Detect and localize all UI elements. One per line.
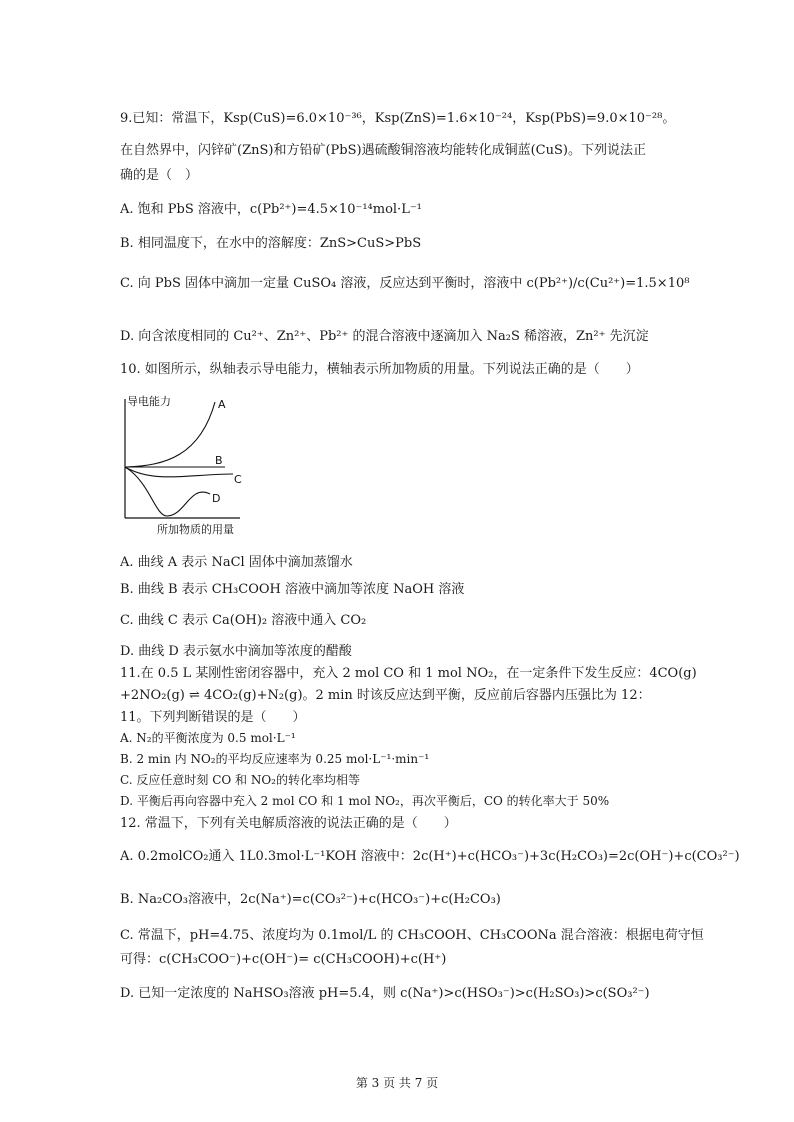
q9-stem-line-1: 9.已知：常温下，Ksp(CuS)=6.0×10⁻³⁶，Ksp(ZnS)=1.6×10⁻²⁴，Ksp(PbS)=9.0×10⁻²⁸。 (120, 111, 676, 126)
page-number-footer: 第 3 页 共 7 页 (355, 1076, 439, 1090)
q9-option-a: A. 饱和 PbS 溶液中，c(Pb²⁺)=4.5×10⁻¹⁴mol·L⁻¹ (120, 202, 422, 217)
q11-stem-line-2: +2NO₂(g) ⇌ 4CO₂(g)+N₂(g)。2 min 时该反应达到平衡，反应前后容器内压强比为 12： (120, 688, 651, 703)
curve-d (125, 467, 210, 516)
q10-option-b: B. 曲线 B 表示 CH₃COOH 溶液中滴加等浓度 NaOH 溶液 (120, 582, 465, 597)
curve-c (125, 467, 233, 477)
q12-option-d: D. 已知一定浓度的 NaHSO₃溶液 pH=5.4，则 c(Na⁺)>c(HSO₃⁻)>c(H₂SO₃)>c(SO₃²⁻) (120, 986, 650, 1001)
y-axis-label: 导电能力 (127, 395, 171, 408)
conductivity-graph (115, 394, 245, 544)
q11-option-b: B. 2 min 内 NO₂的平均反应速率为 0.25 mol·L⁻¹·min⁻¹ (120, 752, 430, 766)
conductivity-graph-svg (115, 394, 245, 544)
q10-option-d: D. 曲线 D 表示氨水中滴加等浓度的醋酸 (120, 644, 352, 659)
q11-stem-line-3: 11。下列判断错误的是（ ） (120, 710, 306, 725)
curve-d-label: D (212, 492, 221, 505)
q11-option-d: D. 平衡后再向容器中充入 2 mol CO 和 1 mol NO₂，再次平衡后，CO 的转化率大于 50% (120, 794, 610, 808)
curve-a (125, 402, 215, 467)
q9-option-b: B. 相同温度下，在水中的溶解度：ZnS>CuS>PbS (120, 236, 422, 251)
q12-option-b: B. Na₂CO₃溶液中，2c(Na⁺)=c(CO₃²⁻)+c(HCO₃⁻)+c(H₂CO₃) (120, 892, 501, 907)
q9-stem-line-3: 确的是（ ） (120, 168, 199, 183)
q11-option-c: C. 反应任意时刻 CO 和 NO₂的转化率均相等 (120, 773, 360, 787)
q11-option-a: A. N₂的平衡浓度为 0.5 mol·L⁻¹ (120, 731, 296, 745)
q11-stem-line-1: 11.在 0.5 L 某刚性密闭容器中，充入 2 mol CO 和 1 mol NO₂，在一定条件下发生反应：4CO(g) (120, 666, 697, 681)
q9-option-c: C. 向 PbS 固体中滴加一定量 CuSO₄ 溶液，反应达到平衡时，溶液中 c(Pb²⁺)/c(Cu²⁺)=1.5×10⁸ (120, 276, 690, 291)
q12-stem: 12. 常温下，下列有关电解质溶液的说法正确的是（ ） (120, 816, 457, 831)
q10-stem: 10. 如图所示，纵轴表示导电能力，横轴表示所加物质的用量。下列说法正确的是（ ） (120, 362, 639, 377)
q12-option-a: A. 0.2molCO₂通入 1L0.3mol·L⁻¹KOH 溶液中：2c(H⁺)+c(HCO₃⁻)+3c(H₂CO₃)=2c(OH⁻)+c(CO₃²⁻) (120, 849, 740, 864)
q10-option-a: A. 曲线 A 表示 NaCl 固体中滴加蒸馏水 (120, 555, 353, 570)
curve-c-label: C (234, 473, 242, 486)
curve-b-label: B (215, 454, 223, 467)
q9-stem-line-2: 在自然界中，闪锌矿(ZnS)和方铅矿(PbS)遇硫酸铜溶液均能转化成铜蓝(CuS)。下列说法正 (120, 143, 646, 158)
q12-option-c-line-1: C. 常温下，pH=4.75、浓度均为 0.1mol/L 的 CH₃COOH、CH₃COONa 混合溶液：根据电荷守恒 (120, 928, 704, 943)
x-axis-label: 所加物质的用量 (157, 523, 234, 536)
q9-option-d: D. 向含浓度相同的 Cu²⁺、Zn²⁺、Pb²⁺ 的混合溶液中逐滴加入 Na₂S 稀溶液，Zn²⁺ 先沉淀 (120, 329, 649, 344)
curve-a-label: A (218, 398, 226, 411)
q10-option-c: C. 曲线 C 表示 Ca(OH)₂ 溶液中通入 CO₂ (120, 613, 367, 628)
q12-option-c-line-2: 可得：c(CH₃COO⁻)+c(OH⁻)= c(CH₃COOH)+c(H⁺) (120, 952, 447, 967)
